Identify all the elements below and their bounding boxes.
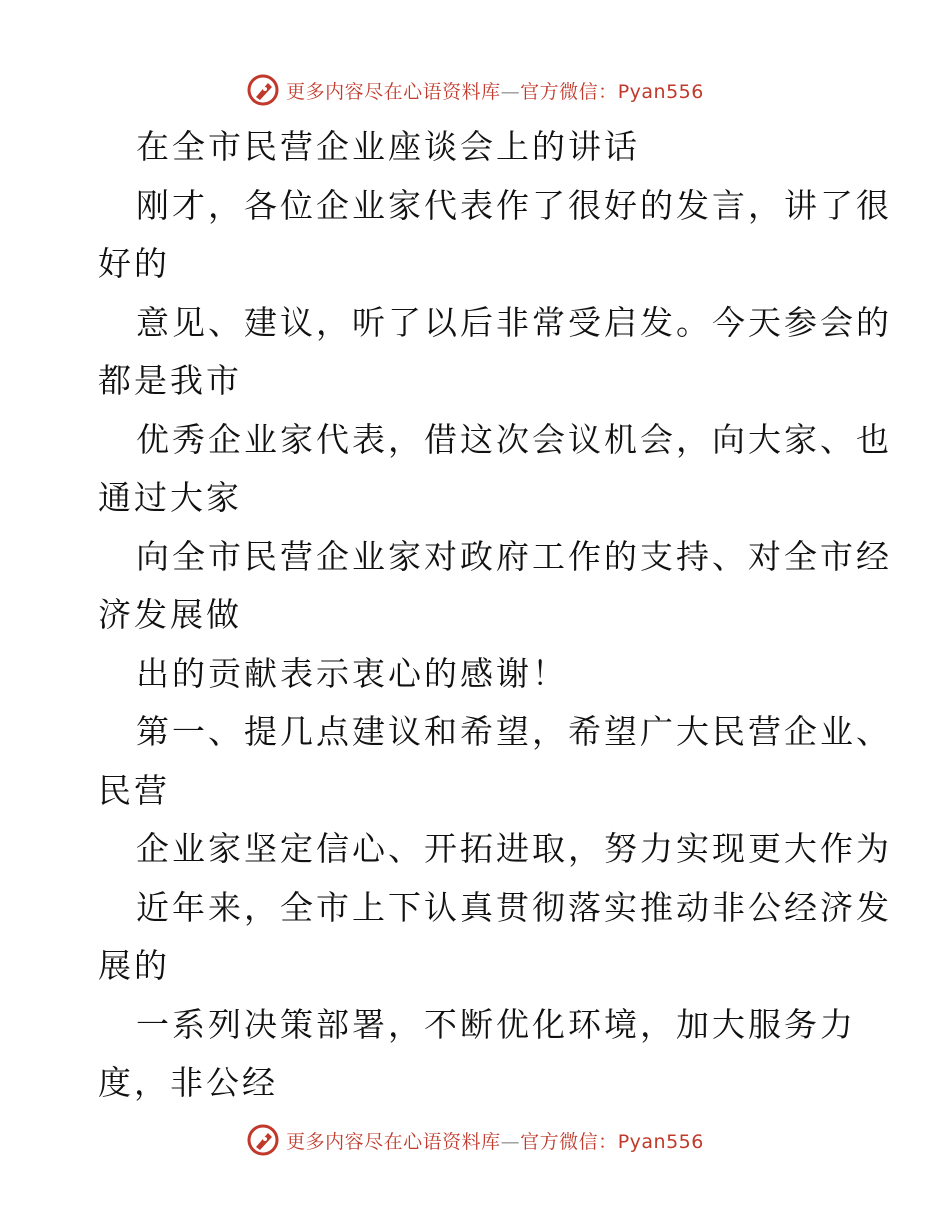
pen-nib-logo-icon bbox=[246, 1123, 280, 1157]
footer-banner-title: 更多内容尽在心语资料库 bbox=[286, 1130, 501, 1153]
text-line: 都是我市 bbox=[98, 361, 242, 400]
footer-banner-account: Pyan556 bbox=[617, 1130, 704, 1153]
header-banner-suffix: 官方微信： bbox=[520, 80, 618, 103]
footer-banner-suffix: 官方微信： bbox=[520, 1130, 618, 1153]
header-banner-dash: — bbox=[500, 80, 521, 103]
text-line: 刚才，各位企业家代表作了很好的发言，讲了很 bbox=[136, 185, 892, 225]
footer-banner bbox=[0, 1120, 950, 1160]
text-line: 在全市民营企业座谈会上的讲话 bbox=[136, 127, 640, 166]
text-line: 向全市民营企业家对政府工作的支持、对全市经 bbox=[136, 536, 892, 576]
header-banner-title: 更多内容尽在心语资料库 bbox=[286, 80, 501, 103]
text-line: 济发展做 bbox=[98, 595, 242, 634]
text-line: 出的贡献表示衷心的感谢！ bbox=[136, 653, 568, 693]
text-line: 优秀企业家代表，借这次会议机会，向大家、也 bbox=[136, 419, 892, 459]
header-banner-account: Pyan556 bbox=[617, 80, 704, 103]
text-line: 民营 bbox=[98, 770, 170, 810]
text-line: 近年来，全市上下认真贯彻落实推动非公经济发 bbox=[136, 887, 892, 927]
text-line: 第一、提几点建议和希望，希望广大民营企业、 bbox=[136, 712, 892, 751]
text-line: 一系列决策部署，不断优化环境，加大服务力 bbox=[136, 1004, 856, 1044]
text-line: 展的 bbox=[98, 946, 170, 985]
footer-banner-dash: — bbox=[500, 1130, 521, 1153]
text-line: 度，非公经 bbox=[98, 1063, 278, 1102]
text-line: 通过大家 bbox=[98, 478, 242, 517]
pen-nib-logo-icon bbox=[246, 73, 280, 107]
footer-banner-text bbox=[286, 1127, 704, 1154]
document-body bbox=[98, 118, 892, 1113]
text-line: 好的 bbox=[98, 244, 170, 283]
header-banner-text bbox=[286, 77, 704, 104]
text-line: 企业家坚定信心、开拓进取，努力实现更大作为 bbox=[136, 829, 892, 868]
text-line: 意见、建议，听了以后非常受启发。今天参会的 bbox=[136, 302, 892, 342]
header-banner bbox=[0, 70, 950, 110]
